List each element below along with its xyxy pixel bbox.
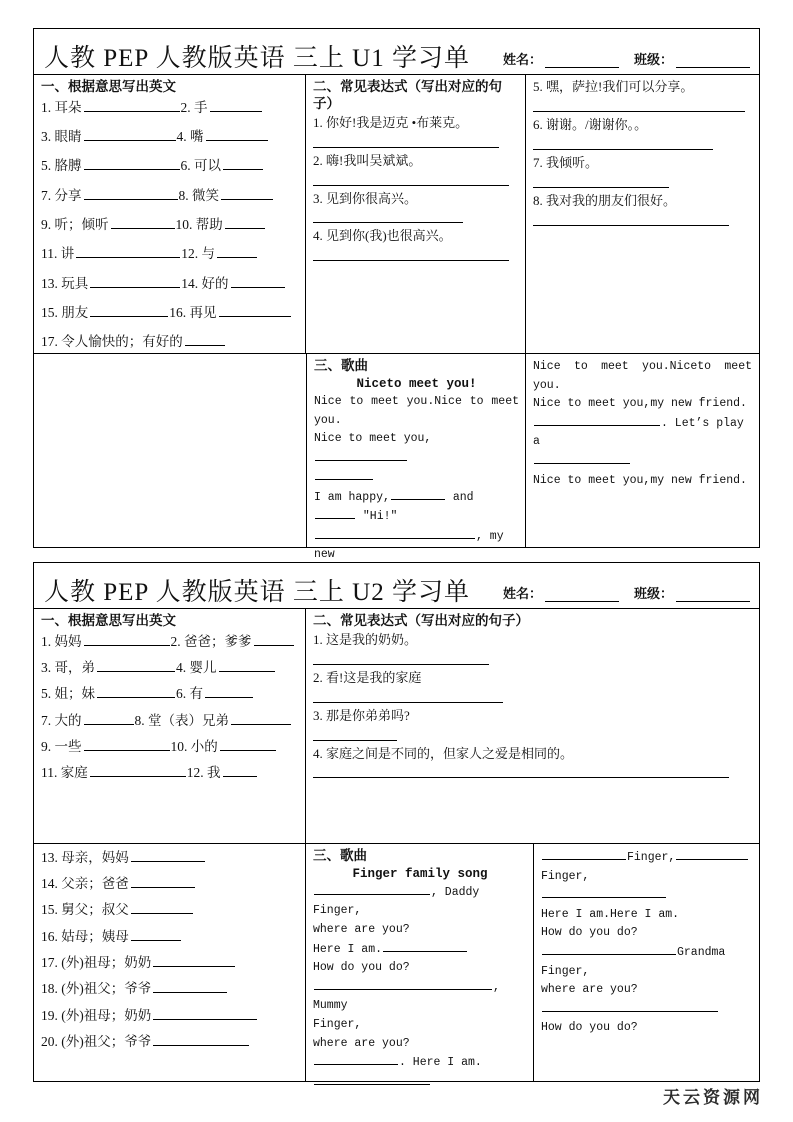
word-label: 7. 大的 <box>41 712 82 728</box>
answer-blank[interactable] <box>314 978 492 990</box>
u1-song-right <box>526 354 758 547</box>
answer-blank[interactable] <box>314 1053 398 1065</box>
word-label: 20. (外)祖父；爷爷 <box>41 1034 152 1050</box>
answer-blank[interactable] <box>534 414 660 426</box>
answer-blank[interactable] <box>315 527 475 539</box>
answer-blank[interactable] <box>131 927 181 941</box>
song-line: where are you? <box>313 923 410 937</box>
song-line: where are you? <box>541 983 638 997</box>
song-line: Finger, <box>313 1018 362 1032</box>
word-row <box>41 98 299 115</box>
u2-song-lyrics-right <box>541 848 752 1038</box>
word-row <box>41 333 299 350</box>
answer-blank[interactable] <box>153 1032 249 1046</box>
sentence-answer-blank[interactable] <box>313 172 509 186</box>
word-label: 16. 再见 <box>169 304 217 320</box>
u2-name-blank[interactable] <box>545 589 619 602</box>
sentence-prompt: 6. 谢谢。/谢谢你。。 <box>533 116 648 132</box>
answer-blank[interactable] <box>185 333 225 347</box>
word-item <box>171 737 277 754</box>
answer-blank[interactable] <box>84 186 178 200</box>
song-line <box>541 1000 752 1020</box>
word-item <box>179 186 275 203</box>
answer-blank[interactable] <box>131 901 193 915</box>
word-row <box>41 245 299 262</box>
song-line: Nice to meet you,my new friend. <box>533 473 747 487</box>
sentence-answer-blank[interactable] <box>313 134 499 148</box>
u1-sentences-left <box>313 115 519 262</box>
answer-blank[interactable] <box>84 157 180 171</box>
song-line: , Mummy <box>313 978 527 1016</box>
word-row <box>41 737 299 754</box>
u1-song-title: Niceto meet you! <box>356 376 477 391</box>
word-item <box>41 685 176 702</box>
u2-section1-head: 一、根据意思写出英文 <box>41 613 176 628</box>
word-item <box>41 764 187 781</box>
word-label: 2. 爸爸；爹爹 <box>170 633 252 649</box>
answer-blank[interactable] <box>206 127 268 141</box>
u1-row-song <box>34 353 759 562</box>
u2-section3-head: 三、歌曲 <box>313 848 367 863</box>
word-item <box>181 157 265 174</box>
u1-section3-head: 三、歌曲 <box>314 358 368 373</box>
word-item <box>41 245 181 262</box>
answer-blank[interactable] <box>131 848 205 862</box>
answer-blank[interactable] <box>676 848 748 860</box>
sentence-answer-blank[interactable] <box>533 136 713 150</box>
sentence-answer-blank[interactable] <box>533 98 745 112</box>
word-item <box>181 98 263 115</box>
u2-words-single-col <box>34 844 306 1081</box>
song-line: Nice to meet you, <box>314 430 519 468</box>
word-label: 13. 玩具 <box>41 275 89 291</box>
answer-blank[interactable] <box>219 658 275 672</box>
word-label: 17. 令人愉快的；有好的 <box>41 334 183 350</box>
answer-blank[interactable] <box>231 711 291 725</box>
word-label: 2. 手 <box>180 99 208 115</box>
song-line: , Daddy Finger, <box>313 883 527 921</box>
u2-section2 <box>306 609 758 843</box>
word-item <box>41 1032 250 1049</box>
u2-song-title: Finger family song <box>352 866 488 881</box>
word-row <box>41 980 299 997</box>
u2-class-field[interactable] <box>634 583 751 602</box>
word-row <box>41 901 299 918</box>
word-item <box>41 927 182 944</box>
word-item <box>181 274 285 291</box>
answer-blank[interactable] <box>84 737 170 751</box>
u2-word-list <box>41 632 299 781</box>
sentence-prompt: 4. 见到你(我)也很高兴。 <box>313 228 452 244</box>
song-line <box>533 452 752 472</box>
word-item <box>41 186 179 203</box>
u2-title-bar <box>34 563 759 609</box>
u1-song-lyrics-left <box>314 393 519 584</box>
song-line: Finger, <box>541 964 590 978</box>
u1-song-spacer <box>34 354 306 547</box>
answer-blank[interactable] <box>223 764 257 778</box>
answer-blank[interactable] <box>97 685 175 699</box>
word-label: 6. 可以 <box>180 158 221 174</box>
answer-blank[interactable] <box>542 886 666 898</box>
sentence-prompt: 4. 家庭之间是不同的，但家人之爱是相同的。 <box>313 745 574 761</box>
u1-section2-head: 二、常见表达式（写出对应的句子） <box>313 79 502 111</box>
u2-row-song <box>34 843 759 1081</box>
sentence-prompt: 7. 我倾听。 <box>533 154 599 170</box>
answer-blank[interactable] <box>315 468 373 480</box>
word-row <box>41 927 299 944</box>
word-label: 3. 眼睛 <box>41 129 82 145</box>
word-item <box>41 711 135 728</box>
sentence-answer-blank[interactable] <box>313 689 503 703</box>
sentence-answer-blank[interactable] <box>313 764 729 778</box>
word-label: 13. 母亲，妈妈 <box>41 849 129 865</box>
answer-blank[interactable] <box>90 303 168 317</box>
word-row <box>41 215 299 232</box>
word-label: 10. 帮助 <box>175 217 223 232</box>
word-item <box>41 737 171 754</box>
word-row <box>41 848 299 865</box>
answer-blank[interactable] <box>90 274 180 288</box>
word-row <box>41 303 299 320</box>
word-row <box>41 874 299 891</box>
u1-title-bar <box>34 29 759 75</box>
u1-class-label: 班级： <box>633 52 673 67</box>
word-item <box>171 632 295 649</box>
answer-blank[interactable] <box>315 449 407 461</box>
sentence-prompt: 8. 我对我的朋友们很好。 <box>533 192 677 208</box>
word-label: 9. 听；倾听 <box>41 217 109 232</box>
sentence-prompt: 3. 那是你弟弟吗? <box>313 707 410 723</box>
u1-section1 <box>34 75 306 353</box>
sentence-answer-blank[interactable] <box>533 212 729 226</box>
answer-blank[interactable] <box>97 658 175 672</box>
answer-blank[interactable] <box>76 245 180 259</box>
word-label: 1. 耳朵 <box>41 99 82 115</box>
word-label: 4. 嘴 <box>176 129 204 145</box>
song-line: you. <box>533 378 561 392</box>
word-item <box>41 848 206 865</box>
u2-section2-head: 二、常见表达式（写出对应的句子） <box>313 613 529 628</box>
word-label: 9. 一些 <box>41 739 82 754</box>
u1-title: 人教 PEP 人教版英语 三上 U1 学习单 <box>44 44 470 72</box>
word-item <box>41 127 177 144</box>
answer-blank[interactable] <box>84 98 180 112</box>
word-label: 1. 妈妈 <box>41 633 82 649</box>
song-line: Here I am.Here I am. <box>541 907 680 921</box>
word-label: 5. 姐；妹 <box>41 686 95 702</box>
word-item <box>41 98 181 115</box>
word-item <box>41 274 181 291</box>
u1-name-label: 姓名： <box>502 52 542 67</box>
word-item <box>176 658 276 675</box>
song-line: Grandma <box>541 943 752 963</box>
word-item <box>41 215 176 232</box>
word-label: 11. 讲 <box>41 246 75 262</box>
answer-blank[interactable] <box>223 157 263 171</box>
u2-title: 人教 PEP 人教版英语 三上 U2 学习单 <box>44 578 470 606</box>
worksheet-u2 <box>33 562 760 1082</box>
sentence-prompt: 2. 嗨!我叫吴斌斌。 <box>313 152 422 168</box>
u2-class-blank[interactable] <box>676 589 750 602</box>
word-label: 15. 舅父；叔父 <box>41 902 129 918</box>
answer-blank[interactable] <box>84 632 170 646</box>
u2-word-list-single <box>41 848 299 1050</box>
song-line: Nice to meet you.Niceto meet <box>533 360 752 373</box>
answer-blank[interactable] <box>542 943 676 955</box>
u2-class-label: 班级： <box>633 586 673 601</box>
song-line: Here I am. <box>313 940 527 960</box>
word-row <box>41 658 299 675</box>
sentence-prompt: 3. 见到你很高兴。 <box>313 190 418 206</box>
word-label: 17. (外)祖母；奶奶 <box>41 955 152 971</box>
word-row <box>41 157 299 174</box>
word-label: 3. 哥，弟 <box>41 660 95 676</box>
answer-blank[interactable] <box>542 1000 718 1012</box>
answer-blank[interactable] <box>111 215 175 229</box>
answer-blank[interactable] <box>217 245 257 259</box>
song-line: , my new <box>314 527 519 565</box>
answer-blank[interactable] <box>153 953 235 967</box>
answer-blank[interactable] <box>383 940 467 952</box>
word-item <box>169 303 291 320</box>
word-label: 12. 我 <box>186 765 221 781</box>
answer-blank[interactable] <box>219 303 291 317</box>
u1-song-left <box>306 354 526 562</box>
answer-blank[interactable] <box>84 711 134 725</box>
sentence-answer-blank[interactable] <box>313 651 489 665</box>
word-row <box>41 953 299 970</box>
u2-song-left <box>306 844 534 1081</box>
word-item <box>41 874 196 891</box>
song-line: Finger, <box>541 848 752 868</box>
word-label: 8. 堂（表）兄弟 <box>134 712 229 728</box>
word-row <box>41 711 299 728</box>
u1-section2-left <box>306 75 526 353</box>
word-item <box>41 632 171 649</box>
word-label: 14. 好的 <box>181 275 229 291</box>
word-label: 8. 微笑 <box>178 187 219 203</box>
answer-blank[interactable] <box>314 883 430 895</box>
sentence-answer-blank[interactable] <box>313 209 463 223</box>
answer-blank[interactable] <box>210 98 262 112</box>
sentence-prompt: 1. 你好!我是迈克 •布莱克。 <box>313 114 469 130</box>
word-item <box>41 953 236 970</box>
answer-blank[interactable] <box>391 488 445 500</box>
song-line <box>314 468 519 488</box>
song-line: Nice to meet you,my new friend. <box>533 397 747 411</box>
sentence-answer-blank[interactable] <box>313 727 397 741</box>
song-line: . Here I am. <box>313 1053 527 1073</box>
song-line: Nice to meet you.Nice to meet <box>314 394 519 408</box>
u1-student-fields <box>503 49 751 72</box>
word-item <box>135 711 293 728</box>
u2-section1 <box>34 609 306 843</box>
u2-song-right <box>534 844 758 1081</box>
u1-row-top <box>34 75 759 353</box>
sentence-prompt: 5. 嘿，萨拉!我们可以分享。 <box>533 79 694 94</box>
word-item <box>41 1006 258 1023</box>
song-line: How do you do? <box>313 961 410 975</box>
u1-sentences-right <box>533 79 752 226</box>
answer-blank[interactable] <box>84 127 176 141</box>
worksheet-u1 <box>33 28 760 562</box>
song-line: How do you do? <box>541 926 638 940</box>
song-line: where are you? <box>313 1036 410 1050</box>
word-item <box>176 685 254 702</box>
word-label: 18. (外)祖父；爷爷 <box>41 981 152 997</box>
word-row <box>41 127 299 144</box>
word-item <box>41 658 176 675</box>
answer-blank[interactable] <box>153 980 227 994</box>
answer-blank[interactable] <box>225 215 265 229</box>
word-item <box>181 245 258 262</box>
sentence-prompt: 2. 看!这是我的家庭 <box>313 669 422 685</box>
u1-song-lyrics-right <box>533 358 752 490</box>
answer-blank[interactable] <box>90 764 186 778</box>
answer-blank[interactable] <box>221 186 273 200</box>
word-row <box>41 632 299 649</box>
word-item <box>41 157 181 174</box>
answer-blank[interactable] <box>131 874 195 888</box>
word-item <box>187 764 258 781</box>
word-label: 11. 家庭 <box>41 765 88 781</box>
u1-class-blank[interactable] <box>676 55 750 68</box>
word-label: 16. 姑母；姨母 <box>41 928 129 944</box>
word-row <box>41 685 299 702</box>
word-item <box>41 333 226 350</box>
u1-word-list <box>41 98 299 350</box>
watermark: 天云资源网 <box>663 1088 763 1107</box>
word-label: 4. 婴儿 <box>176 660 217 676</box>
u1-class-field[interactable] <box>634 49 751 68</box>
word-item <box>41 901 194 918</box>
word-item <box>41 303 169 320</box>
song-line: . Let’s play a <box>533 414 752 452</box>
song-line <box>313 1073 527 1093</box>
word-row <box>41 274 299 291</box>
word-item <box>177 127 269 144</box>
word-item <box>41 980 228 997</box>
song-line: Finger, <box>541 869 590 883</box>
answer-blank[interactable] <box>205 685 253 699</box>
answer-blank[interactable] <box>220 737 276 751</box>
word-item <box>176 215 266 232</box>
u2-name-label: 姓名： <box>502 586 542 601</box>
word-row <box>41 764 299 781</box>
word-label: 7. 分享 <box>41 187 82 203</box>
u1-name-blank[interactable] <box>545 55 619 68</box>
word-row <box>41 1032 299 1049</box>
answer-blank[interactable] <box>542 848 626 860</box>
song-line: I am happy, and ″Hi!″ <box>314 488 519 527</box>
word-row <box>41 1006 299 1023</box>
answer-blank[interactable] <box>315 507 355 519</box>
sentence-answer-blank[interactable] <box>533 174 669 188</box>
u2-row-top <box>34 609 759 843</box>
word-label: 15. 朋友 <box>41 304 89 320</box>
answer-blank[interactable] <box>231 274 285 288</box>
song-line <box>541 886 752 906</box>
word-label: 6. 有 <box>176 686 203 702</box>
answer-blank[interactable] <box>153 1006 257 1020</box>
sentence-answer-blank[interactable] <box>313 247 509 261</box>
word-label: 12. 与 <box>181 246 215 262</box>
u2-sentences <box>313 632 752 779</box>
u2-student-fields <box>503 583 751 606</box>
song-line: How do you do? <box>541 1021 638 1035</box>
answer-blank[interactable] <box>314 1073 430 1085</box>
word-row <box>41 186 299 203</box>
u2-name-field[interactable] <box>503 583 620 602</box>
u1-section2-right <box>526 75 758 353</box>
u1-name-field[interactable] <box>503 49 620 68</box>
answer-blank[interactable] <box>534 452 630 464</box>
answer-blank[interactable] <box>254 632 294 646</box>
word-label: 19. (外)祖母；奶奶 <box>41 1007 152 1023</box>
word-label: 14. 父亲；爸爸 <box>41 876 129 892</box>
sentence-prompt: 1. 这是我的奶奶。 <box>313 631 418 647</box>
song-line: you. <box>314 413 342 427</box>
u1-section1-head: 一、根据意思写出英文 <box>41 79 176 94</box>
word-label: 10. 小的 <box>170 739 218 754</box>
word-label: 5. 胳膊 <box>41 158 82 174</box>
u2-song-lyrics-left <box>313 883 527 1092</box>
